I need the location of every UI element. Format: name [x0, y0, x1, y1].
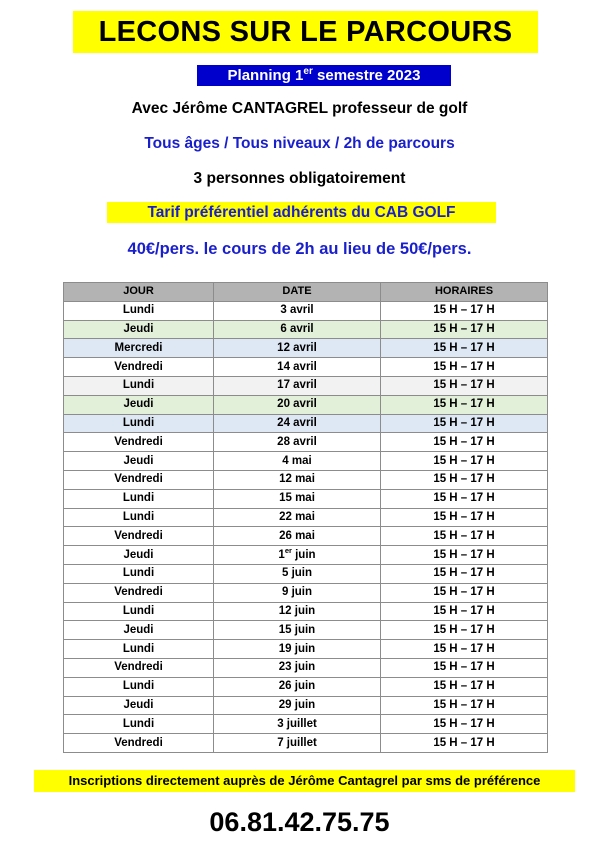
- cell-date: [214, 470, 381, 489]
- cell-jour: Jeudi: [64, 546, 214, 565]
- planning-banner: [197, 65, 451, 86]
- cell-jour: Vendredi: [64, 658, 214, 677]
- table-row: [64, 301, 548, 320]
- date-main: 22 mai: [279, 510, 315, 523]
- cell-date: [214, 546, 381, 565]
- cell-jour: Lundi: [64, 602, 214, 621]
- date-main: 3 avril: [280, 304, 314, 317]
- cell-horaires: 15 H – 17 H: [381, 395, 548, 414]
- cell-horaires: 15 H – 17 H: [381, 696, 548, 715]
- cell-jour: Vendredi: [64, 358, 214, 377]
- table-row: [64, 696, 548, 715]
- cell-date: [214, 583, 381, 602]
- cell-date: [214, 452, 381, 471]
- date-main: 28 avril: [277, 435, 317, 448]
- date-main: 26 juin: [278, 680, 316, 693]
- tarif-banner: Tarif préférentiel adhérents du CAB GOLF: [107, 202, 496, 223]
- cell-horaires: 15 H – 17 H: [381, 658, 548, 677]
- cell-horaires: 15 H – 17 H: [381, 621, 548, 640]
- date-main: 4 mai: [282, 454, 312, 467]
- cell-date: [214, 658, 381, 677]
- date-main: 17 avril: [277, 379, 317, 392]
- date-main: 15 mai: [279, 492, 315, 505]
- page-title: LECONS SUR LE PARCOURS: [73, 11, 538, 53]
- cell-jour: Vendredi: [64, 527, 214, 546]
- date-main: 12 juin: [278, 604, 316, 617]
- date-main: 5 juin: [281, 567, 313, 580]
- cell-jour: Jeudi: [64, 395, 214, 414]
- cell-jour: Lundi: [64, 489, 214, 508]
- cell-date: [214, 301, 381, 320]
- cell-horaires: 15 H – 17 H: [381, 546, 548, 565]
- planning-prefix: Planning 1: [227, 67, 304, 84]
- cell-jour: Jeudi: [64, 452, 214, 471]
- cell-date: [214, 320, 381, 339]
- ages-line: Tous âges / Tous niveaux / 2h de parcours: [144, 135, 455, 152]
- professor-line: Avec Jérôme CANTAGREL professeur de golf: [131, 100, 468, 117]
- cell-date: [214, 433, 381, 452]
- cell-date: [214, 734, 381, 753]
- table-row: [64, 452, 548, 471]
- cell-date: [214, 564, 381, 583]
- table-row: [64, 489, 548, 508]
- cell-date: [214, 508, 381, 527]
- date-main: 7 juillet: [277, 736, 317, 749]
- table-row: [64, 527, 548, 546]
- header-horaires: HORAIRES: [381, 283, 548, 302]
- cell-date: [214, 621, 381, 640]
- cell-jour: Lundi: [64, 376, 214, 395]
- cell-jour: Jeudi: [64, 696, 214, 715]
- cell-horaires: 15 H – 17 H: [381, 640, 548, 659]
- cell-date: [214, 640, 381, 659]
- date-main: 6 avril: [280, 322, 314, 335]
- cell-horaires: 15 H – 17 H: [381, 452, 548, 471]
- table-row: [64, 621, 548, 640]
- table-row: [64, 320, 548, 339]
- cell-jour: Vendredi: [64, 433, 214, 452]
- table-row: [64, 470, 548, 489]
- cell-date: [214, 489, 381, 508]
- planning-suffix: semestre 2023: [312, 67, 421, 84]
- date-main: 12 mai: [279, 473, 315, 486]
- table-row: [64, 677, 548, 696]
- cell-date: [214, 696, 381, 715]
- date-main: 3 juillet: [277, 717, 317, 730]
- date-main: 19 juin: [278, 642, 316, 655]
- date-main: 12 avril: [277, 341, 317, 354]
- cell-horaires: 15 H – 17 H: [381, 339, 548, 358]
- table-row: [64, 734, 548, 753]
- table-row: [64, 583, 548, 602]
- inscriptions-note: Inscriptions directement auprès de Jérôme Cantagrel par sms de préférence: [34, 770, 575, 792]
- cell-jour: Lundi: [64, 564, 214, 583]
- cell-horaires: 15 H – 17 H: [381, 715, 548, 734]
- people-line: 3 personnes obligatoirement: [193, 170, 406, 187]
- cell-horaires: 15 H – 17 H: [381, 320, 548, 339]
- table-row: [64, 602, 548, 621]
- cell-horaires: 15 H – 17 H: [381, 470, 548, 489]
- date-main: 15 juin: [278, 623, 316, 636]
- cell-jour: Lundi: [64, 508, 214, 527]
- cell-date: [214, 395, 381, 414]
- table-row: [64, 414, 548, 433]
- cell-horaires: 15 H – 17 H: [381, 301, 548, 320]
- date-main: 26 mai: [279, 529, 315, 542]
- table-row: [64, 339, 548, 358]
- cell-jour: Vendredi: [64, 470, 214, 489]
- cell-date: [214, 358, 381, 377]
- cell-date: [214, 376, 381, 395]
- cell-horaires: 15 H – 17 H: [381, 583, 548, 602]
- table-header-row: [64, 283, 548, 302]
- date-rest: juin: [291, 548, 316, 561]
- cell-jour: Vendredi: [64, 734, 214, 753]
- date-main: 9 juin: [281, 586, 313, 599]
- table-row: [64, 640, 548, 659]
- cell-date: [214, 527, 381, 546]
- table-row: [64, 358, 548, 377]
- date-main: 24 avril: [277, 416, 317, 429]
- planning-sup: er: [303, 66, 313, 77]
- cell-horaires: 15 H – 17 H: [381, 414, 548, 433]
- cell-date: [214, 677, 381, 696]
- table-row: [64, 715, 548, 734]
- cell-horaires: 15 H – 17 H: [381, 602, 548, 621]
- cell-jour: Lundi: [64, 677, 214, 696]
- cell-date: [214, 414, 381, 433]
- cell-jour: Lundi: [64, 640, 214, 659]
- schedule-body: [64, 301, 548, 752]
- cell-jour: Lundi: [64, 715, 214, 734]
- schedule-table: [63, 282, 548, 753]
- cell-jour: Lundi: [64, 414, 214, 433]
- cell-jour: Lundi: [64, 301, 214, 320]
- date-main: 23 juin: [278, 661, 316, 674]
- cell-date: [214, 715, 381, 734]
- header-date: DATE: [214, 283, 381, 302]
- phone-number: 06.81.42.75.75: [209, 807, 390, 837]
- cell-horaires: 15 H – 17 H: [381, 489, 548, 508]
- cell-jour: Jeudi: [64, 320, 214, 339]
- cell-horaires: 15 H – 17 H: [381, 564, 548, 583]
- table-row: [64, 395, 548, 414]
- table-row: [64, 508, 548, 527]
- cell-date: [214, 339, 381, 358]
- cell-jour: Vendredi: [64, 583, 214, 602]
- date-main: 14 avril: [277, 360, 317, 373]
- cell-date: [214, 602, 381, 621]
- table-row: [64, 376, 548, 395]
- cell-jour: Jeudi: [64, 621, 214, 640]
- table-row: [64, 564, 548, 583]
- table-row: [64, 546, 548, 565]
- cell-horaires: 15 H – 17 H: [381, 358, 548, 377]
- date-main: 20 avril: [277, 398, 317, 411]
- table-row: [64, 658, 548, 677]
- cell-horaires: 15 H – 17 H: [381, 508, 548, 527]
- cell-jour: Mercredi: [64, 339, 214, 358]
- header-jour: JOUR: [64, 283, 214, 302]
- date-sup: er: [284, 545, 292, 555]
- date-main: 1: [278, 548, 285, 561]
- cell-horaires: 15 H – 17 H: [381, 376, 548, 395]
- cell-horaires: 15 H – 17 H: [381, 433, 548, 452]
- date-main: 29 juin: [278, 698, 316, 711]
- table-row: [64, 433, 548, 452]
- cell-horaires: 15 H – 17 H: [381, 527, 548, 546]
- cell-horaires: 15 H – 17 H: [381, 677, 548, 696]
- price-line: 40€/pers. le cours de 2h au lieu de 50€/pers.: [127, 240, 472, 258]
- cell-horaires: 15 H – 17 H: [381, 734, 548, 753]
